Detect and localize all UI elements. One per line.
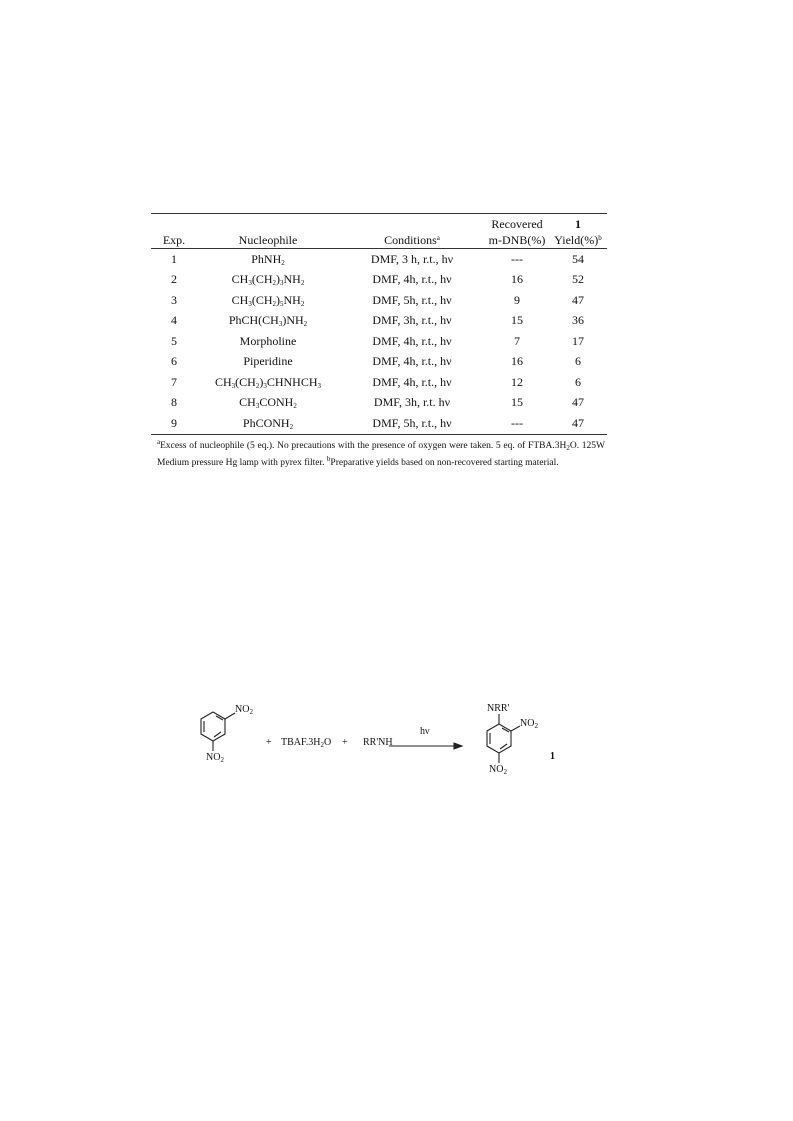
- reactant-no2-bottom: $NO_2$: [206, 752, 224, 764]
- conditions-cell: DMF, 5h, r.t., hν: [372, 292, 452, 307]
- table-row: [151, 393, 607, 414]
- recovered-cell: ---: [511, 251, 523, 266]
- exp-cell: 1: [171, 251, 177, 266]
- nucleophile-cell: Morpholine: [239, 333, 297, 348]
- reagent-tbaf: $TBAF.3H_2O$: [281, 737, 332, 749]
- header-recovered-line2: m-DNB(%): [488, 233, 546, 247]
- reaction-scheme: [190, 693, 590, 793]
- conditions-cell: DMF, 4h, r.t., hν: [372, 374, 452, 389]
- conditions-cell: DMF, 4h, r.t., hν: [372, 272, 452, 287]
- nucleophile-cell: $CH_3CONH_2$: [239, 395, 297, 411]
- table-row: [151, 311, 607, 332]
- nucleophile-cell: PhNH$_2$: [251, 251, 285, 267]
- table-footnote: $^a$Excess of nucleophile (5 eq.). No precautions with the presence of oxygen were taken. 5 eq. of $FTBA.3H_2O$. 125W Medium pressure Hg lamp with pyrex filter. $^b$Preparative yields based on non-recovered starting material.: [157, 437, 605, 468]
- header-recovered-line1: Recovered: [491, 217, 543, 231]
- yield-cell: 47: [572, 415, 584, 430]
- conditions-cell: DMF, 5h, r.t., hν: [372, 415, 452, 430]
- table-row: [151, 249, 607, 270]
- product-nrr: NRR': [487, 703, 510, 714]
- nucleophile-cell: $PhCH(CH_3)NH_2$: [228, 313, 308, 329]
- yield-cell: 17: [572, 333, 584, 348]
- nucleophile-cell: PhCONH$_2$: [242, 415, 294, 431]
- recovered-cell: 15: [511, 313, 523, 328]
- results-table-block: [151, 213, 607, 469]
- table-row: [151, 270, 607, 291]
- table-row: [151, 372, 607, 393]
- yield-cell: 54: [572, 251, 584, 266]
- conditions-cell: DMF, 3h, r.t. hν: [373, 395, 451, 410]
- exp-cell: 8: [171, 395, 177, 410]
- nucleophile-cell: $CH_3(CH_2)_5NH_2$: [231, 292, 305, 308]
- nucleophile-cell: $CH_3(CH_2)_3CHNHCH_3$: [214, 374, 321, 390]
- product-no2-side: $NO_2$: [520, 718, 538, 730]
- exp-cell: 7: [171, 374, 177, 389]
- table-row: [151, 352, 607, 373]
- yield-cell: 47: [572, 395, 584, 410]
- table-body: [151, 249, 607, 434]
- yield-cell: 6: [575, 374, 581, 389]
- product-no2-bottom: $NO_2$: [489, 764, 507, 776]
- exp-cell: 2: [171, 272, 177, 287]
- table-row: [151, 290, 607, 311]
- plus-sign-2: +: [342, 737, 348, 748]
- table-row: [151, 413, 607, 434]
- recovered-cell: 15: [511, 395, 523, 410]
- yield-cell: 52: [572, 272, 584, 287]
- header-exp: Exp.: [162, 233, 186, 247]
- exp-cell: 4: [171, 313, 177, 328]
- reaction-arrow: [389, 743, 462, 749]
- conditions-cell: DMF, 3h, r.t., hν: [372, 313, 452, 328]
- recovered-cell: 7: [514, 333, 520, 348]
- exp-cell: 9: [171, 415, 177, 430]
- recovered-cell: ---: [511, 415, 523, 430]
- header-yield: Yield(%)$^b$: [554, 233, 602, 247]
- nucleophile-cell: Piperidine: [243, 354, 293, 369]
- header-yield-compound: 1: [575, 217, 581, 231]
- product-benzene-ring: [487, 714, 520, 763]
- conditions-cell: DMF, 4h, r.t., hν: [372, 333, 452, 348]
- amine-reagent: RR'NH: [363, 737, 393, 748]
- conditions-cell: DMF, 3 h, r.t., hν: [370, 251, 454, 266]
- results-table: [151, 214, 607, 434]
- reactant-no2-top: $NO_2$: [235, 704, 253, 716]
- exp-cell: 3: [171, 292, 177, 307]
- recovered-cell: 9: [514, 292, 520, 307]
- table-row: [151, 331, 607, 352]
- recovered-cell: 16: [511, 354, 523, 369]
- reactant-benzene-ring: [201, 712, 235, 751]
- recovered-cell: 16: [511, 272, 523, 287]
- plus-sign-1: +: [266, 737, 272, 748]
- header-nucleophile: Nucleophile: [238, 233, 298, 247]
- exp-cell: 5: [171, 333, 177, 348]
- product-number: 1: [550, 751, 555, 762]
- nucleophile-cell: $CH_3(CH_2)_3NH_2$: [231, 272, 305, 288]
- recovered-cell: 12: [511, 374, 523, 389]
- yield-cell: 36: [572, 313, 584, 328]
- conditions-cell: DMF, 4h, r.t., hν: [372, 354, 452, 369]
- yield-cell: 6: [575, 354, 581, 369]
- arrow-label-hv: hν: [420, 726, 430, 737]
- exp-cell: 6: [171, 354, 177, 369]
- yield-cell: 47: [572, 292, 584, 307]
- header-conditions: Conditions$^a$: [384, 233, 440, 247]
